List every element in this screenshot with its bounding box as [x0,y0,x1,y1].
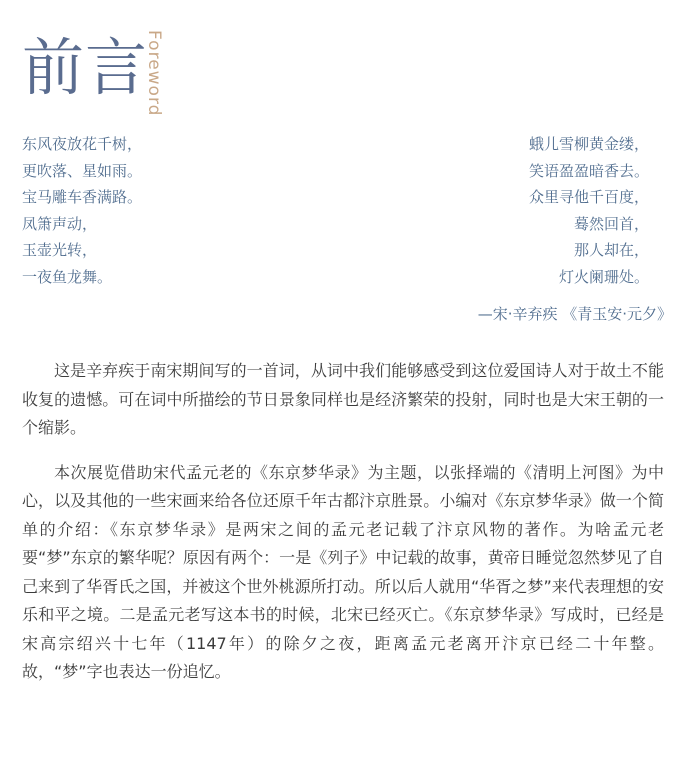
paragraph: 本次展览借助宋代孟元老的《东京梦华录》为主题，以张择端的《清明上河图》为中心，以及其他的一些宋画来给各位还原千年古都汴京胜景。小编对《东京梦华录》做一个简单的介绍：《东京梦华录》是两宋之间的孟元老记载了汴京风物的著作。为啥孟元老要“梦”东京的繁华呢？原因有两个：一是《列子》中记载的故事，黄帝日睡觉忽然梦见了自己来到了华胥氏之国，并被这个世外桃源所打动。所以后人就用“华胥之梦”来代表理想的安乐和平之境。二是孟元老写这本书的时候，北宋已经灭亡。《东京梦华录》写成时，已经是宋高宗绍兴十七年（1147年）的除夕之夜，距离孟元老离开汴京已经二十年整。故，“梦”字也表达一份追忆。 [22,462,664,681]
poem-line: 蛾儿雪柳黄金缕， [528,135,649,153]
poem-left-column [22,131,142,290]
poem-line: 灯火阑珊处。 [558,267,649,286]
poem-line: 东风夜放花千树， [22,135,143,153]
poem-line: 更吹落、星如雨。 [22,161,143,180]
poem-right-column [529,131,649,290]
page-title: 前言 [22,31,149,104]
poem-attribution: —宋·辛弃疾 《青玉安·元夕》 [477,305,672,323]
poem-line: 玉壶光转， [22,241,98,259]
poem-line: 一夜鱼龙舞。 [22,267,113,286]
poem-line: 蓦然回首， [573,214,649,233]
page-subtitle: Foreword [144,30,164,117]
poem-line: 众里寻他千百度， [528,188,649,206]
poem-line: 宝马雕车香满路。 [22,188,143,206]
poem-line: 那人却在， [573,241,649,259]
poem-line: 凤箫声动， [22,214,98,233]
poem-line: 笑语盈盈暗香去。 [528,161,649,180]
paragraph: 这是辛弃疾于南宋期间写的一首词，从词中我们能够感受到这位爱国诗人对于故土不能收复的遗憾。可在词中所描绘的节日景象同样也是经济繁荣的投射，同时也是大宋王朝的一个缩影。 [22,361,664,437]
article-body [22,357,664,687]
